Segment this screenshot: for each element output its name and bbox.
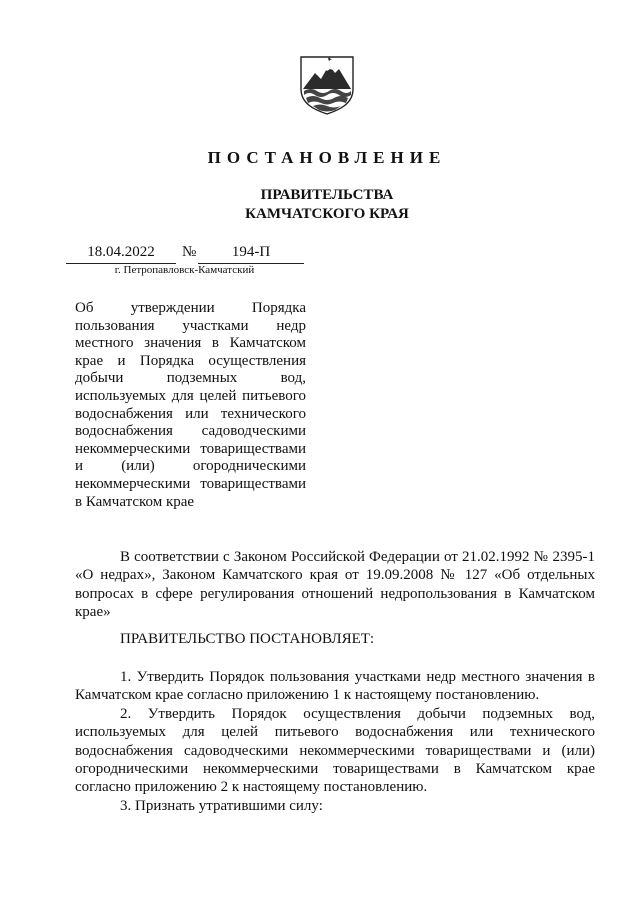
clauses xyxy=(75,668,595,815)
document-date: 18.04.2022 xyxy=(87,244,155,260)
document-title: ПОСТАНОВЛЕНИЕ xyxy=(207,148,447,167)
authority-line-2: КАМЧАТСКОГО КРАЯ xyxy=(245,206,409,222)
preamble xyxy=(75,548,595,622)
kamchatka-coat-of-arms-icon xyxy=(299,55,355,115)
city: г. Петропавловск-Камчатский xyxy=(114,264,255,276)
document-number: 194-П xyxy=(231,244,271,260)
resolution-heading xyxy=(75,630,595,648)
clause-2: 2. Утвердить Порядок осуществления добычи подземных вод, используемых для целей питьевого водоснабжения или технического водоснабжения садоводческими некоммерческими товариществами и (или) огородническими некоммерческими товариществами в Камчатском крае согласно приложению 2 к настоящему постановлению. xyxy=(75,705,595,796)
resolution-text: ПРАВИТЕЛЬСТВО ПОСТАНОВЛЯЕТ: xyxy=(120,631,375,647)
authority-line-1: ПРАВИТЕЛЬСТВА xyxy=(260,187,394,203)
issuing-authority xyxy=(0,186,640,224)
clause-3: 3. Признать утратившими силу: xyxy=(120,797,323,814)
number-sign: № xyxy=(182,244,197,260)
document-subject: Об утверждении Порядка пользования участками недр местного значения в Камчатском крае и Порядка осуществления добычи подземных вод, используемых для целей питьевого водоснабжения или технического водоснабжения садоводческими некоммерческими товариществами и (или) огородническими некоммерческими товариществами в Камчатском крае xyxy=(75,300,306,510)
preamble-text: В соответствии с Законом Российской Федерации от 21.02.1992 № 2395-1 «О недрах», Законом Камчатского края от 19.09.2008 № 127 «Об отдельных вопросах в сфере регулирования отношений недропользования в Камчатском крае» xyxy=(75,549,595,621)
clause-1: 1. Утвердить Порядок пользования участками недр местного значения в Камчатском крае согласно приложению 1 к настоящему постановлению. xyxy=(75,669,595,704)
